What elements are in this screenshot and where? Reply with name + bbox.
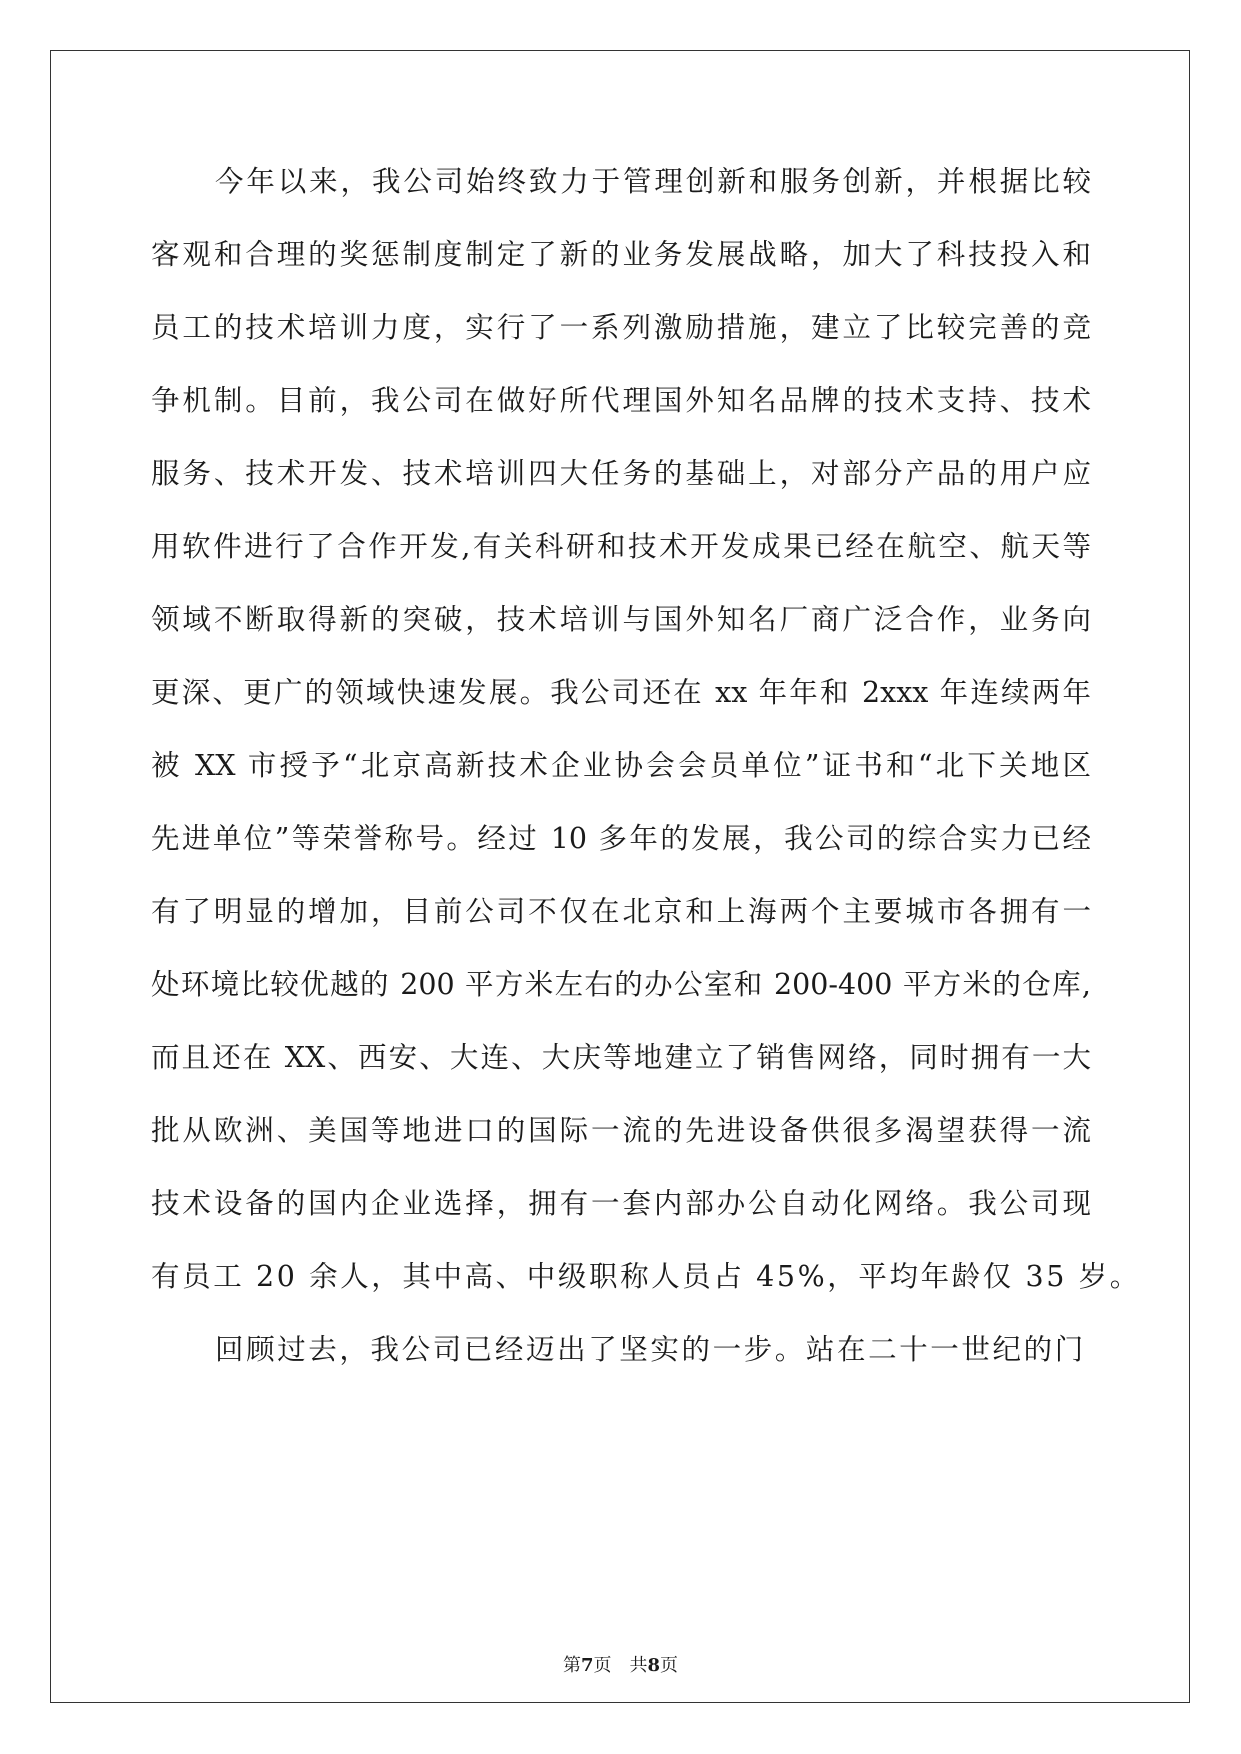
paragraph-1-line-12: 处环境比较优越的 200 平方米左右的办公室和 200-400 平方米的仓库,: [151, 968, 1091, 1001]
paragraph-1-line-2: 客观和合理的奖惩制度制定了新的业务发展战略，加大了科技投入和: [151, 238, 1091, 271]
paragraph-1-line-3: 员工的技术培训力度，实行了一系列激励措施，建立了比较完善的竞: [151, 311, 1091, 344]
paragraph-1-line-9: 被 XX 市授予“北京高新技术企业协会会员单位”证书和“北下关地区: [151, 749, 1091, 782]
paragraph-1-line-8: 更深、更广的领域快速发展。我公司还在 xx 年年和 2xxx 年连续两年: [151, 676, 1091, 709]
paragraph-1-line-13: 而且还在 XX、西安、大连、大庆等地建立了销售网络，同时拥有一大: [151, 1041, 1091, 1074]
page-border: [50, 50, 1190, 1703]
page-prefix: 第: [562, 1655, 581, 1676]
paragraph-1-line-1: 今年以来，我公司始终致力于管理创新和服务创新，并根据比较: [215, 165, 1091, 198]
paragraph-1-line-6: 用软件进行了合作开发,有关科研和技术开发成果已经在航空、航天等: [151, 530, 1091, 563]
paragraph-1-line-7: 领域不断取得新的突破，技术培训与国外知名厂商广泛合作，业务向: [151, 603, 1091, 636]
page-footer: [0, 1654, 1241, 1678]
page-total-prefix: 共: [629, 1655, 648, 1676]
paragraph-1-line-5: 服务、技术开发、技术培训四大任务的基础上，对部分产品的用户应: [151, 457, 1091, 490]
paragraph-1-line-11: 有了明显的增加，目前公司不仅在北京和上海两个主要城市各拥有一: [151, 895, 1091, 928]
current-page-number: 7: [580, 1655, 594, 1676]
paragraph-1-line-15: 技术设备的国内企业选择，拥有一套内部办公自动化网络。我公司现: [151, 1187, 1091, 1220]
paragraph-1-line-10: 先进单位”等荣誉称号。经过 10 多年的发展，我公司的综合实力已经: [151, 822, 1091, 855]
paragraph-1-line-4: 争机制。目前，我公司在做好所代理国外知名品牌的技术支持、技术: [151, 384, 1091, 417]
paragraph-2-line-1: 回顾过去，我公司已经迈出了坚实的一步。站在二十一世纪的门: [215, 1333, 1086, 1366]
paragraph-1-line-14: 批从欧洲、美国等地进口的国际一流的先进设备供很多渴望获得一流: [151, 1114, 1091, 1147]
total-page-number: 8: [647, 1655, 661, 1676]
paragraph-1-line-16: 有员工 20 余人，其中高、中级职称人员占 45%，平均年龄仅 35 岁。: [151, 1260, 1141, 1293]
page-total-suffix: 页: [660, 1655, 679, 1676]
page-current-suffix: 页: [593, 1655, 612, 1676]
